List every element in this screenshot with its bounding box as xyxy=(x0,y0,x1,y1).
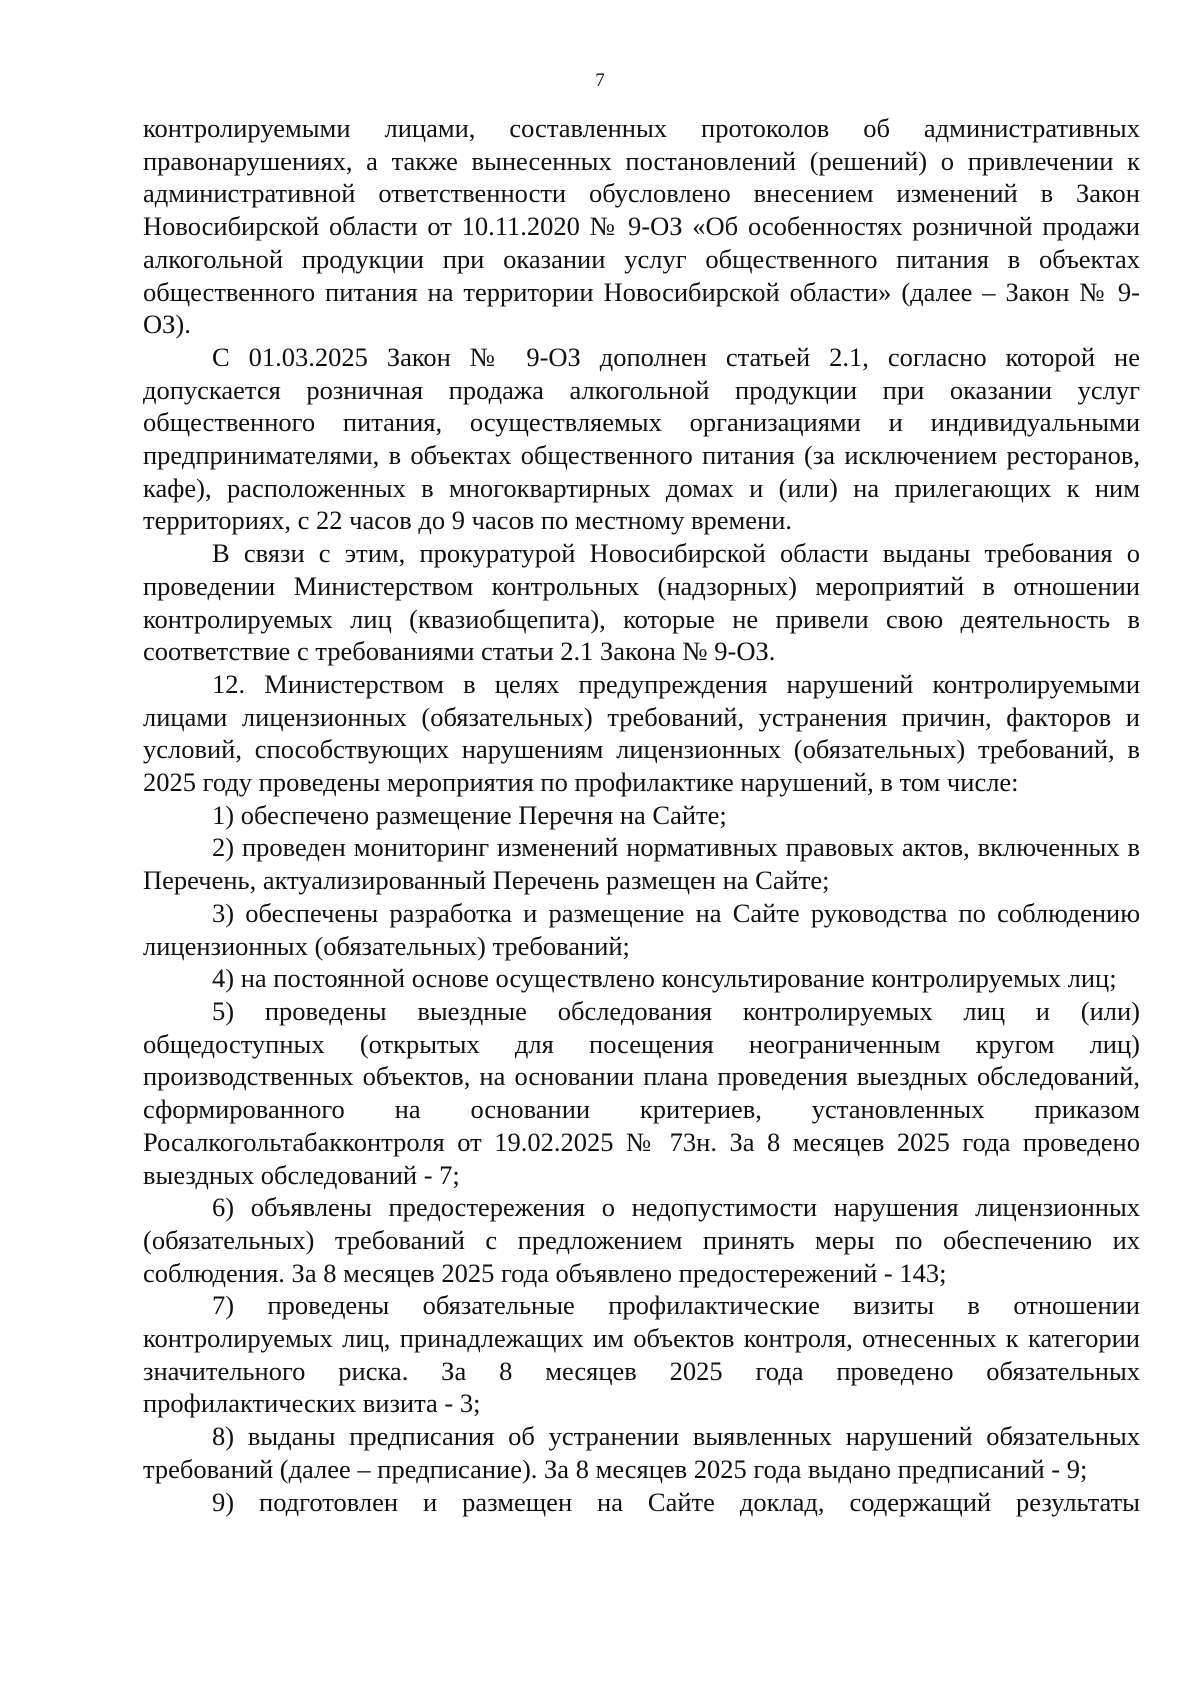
list-item-4: 4) на постоянной основе осуществлено консультирование контролируемых лиц; xyxy=(212,963,1117,994)
list-item-6: 6) объявлены предостережения о недопустимости нарушения лицензионных (обязательных) требований с предложением принять меры по обеспечению их соблюдения. За 8 месяцев 2025 года объявлено предостережений - 143; xyxy=(143,1192,1140,1288)
paragraph-prosecutor-requirements: В связи с этим, прокуратурой Новосибирской области выданы требования о проведении Министерством контрольных (надзорных) мероприятий в отношении контролируемых лиц (квазиобщепита), которые не привели свою деятельность в соответствие с требованиями статьи 2.1 Закона № 9-ОЗ. xyxy=(143,538,1140,667)
paragraph-section-12: 12. Министерством в целях предупреждения нарушений контролируемыми лицами лицензионных (обязательных) требований, устранения причин, факторов и условий, способствующих нарушениям лицензионных (обязательных) требований, в 2025 году проведены мероприятия по профилактике нарушений, в том числе: xyxy=(143,668,1140,798)
paragraph-continuation: контролируемыми лицами, составленных протоколов об административных правонарушениях, а также вынесенных постановлений (решений) о привлечении к административной ответственности обусловлено внесением изменений в Закон Новосибирской области от 10.11.2020 № 9-ОЗ «Об особенностях розничной продажи алкогольной продукции при оказании услуг общественного питания в объектах общественного питания на территории Новосибирской области» (далее – Закон № 9-ОЗ). xyxy=(143,113,1140,340)
list-item-8: 8) выданы предписания об устранении выявленных нарушений обязательных требований (далее – предписание). За 8 месяцев 2025 года выдано предписаний - 9; xyxy=(143,1421,1140,1484)
list-item-3: 3) обеспечены разработка и размещение на Сайте руководства по соблюдению лицензионных (обязательных) требований; xyxy=(143,897,1140,961)
page-number: 7 xyxy=(595,70,605,91)
document-body xyxy=(143,112,1140,1518)
list-item-7: 7) проведены обязательные профилактические визиты в отношении контролируемых лиц, принадлежащих им объектов контроля, отнесенных к категории значительного риска. За 8 месяцев 2025 года проведено обязательных профилактических визита - 3; xyxy=(143,1290,1140,1419)
list-item-2: 2) проведен мониторинг изменений нормативных правовых актов, включенных в Перечень, актуализированный Перечень размещен на Сайте; xyxy=(143,832,1140,896)
list-item-1: 1) обеспечено размещение Перечня на Сайте; xyxy=(212,799,727,830)
paragraph-law-amendment: С 01.03.2025 Закон № 9-ОЗ дополнен статьей 2.1, согласно которой не допускается розничная продажа алкогольной продукции при оказании услуг общественного питания, осуществляемых организациями и индивидуальными предпринимателями, в объектах общественного питания (за исключением ресторанов, кафе), расположенных в многоквартирных домах и (или) на прилегающих к ним территориях, с 22 часов до 9 часов по местному времени. xyxy=(143,341,1140,536)
list-item-9: 9) подготовлен и размещен на Сайте доклад, содержащий результаты xyxy=(212,1486,1140,1517)
list-item-5: 5) проведены выездные обследования контролируемых лиц и (или) общедоступных (открытых для посещения неограниченным кругом лиц) производственных объектов, на основании плана проведения выездных обследований, сформированного на основании критериев, установленных приказом Росалкогольтабакконтроля от 19.02.2025 № 73н. За 8 месяцев 2025 года проведено выездных обследований - 7; xyxy=(143,995,1140,1190)
